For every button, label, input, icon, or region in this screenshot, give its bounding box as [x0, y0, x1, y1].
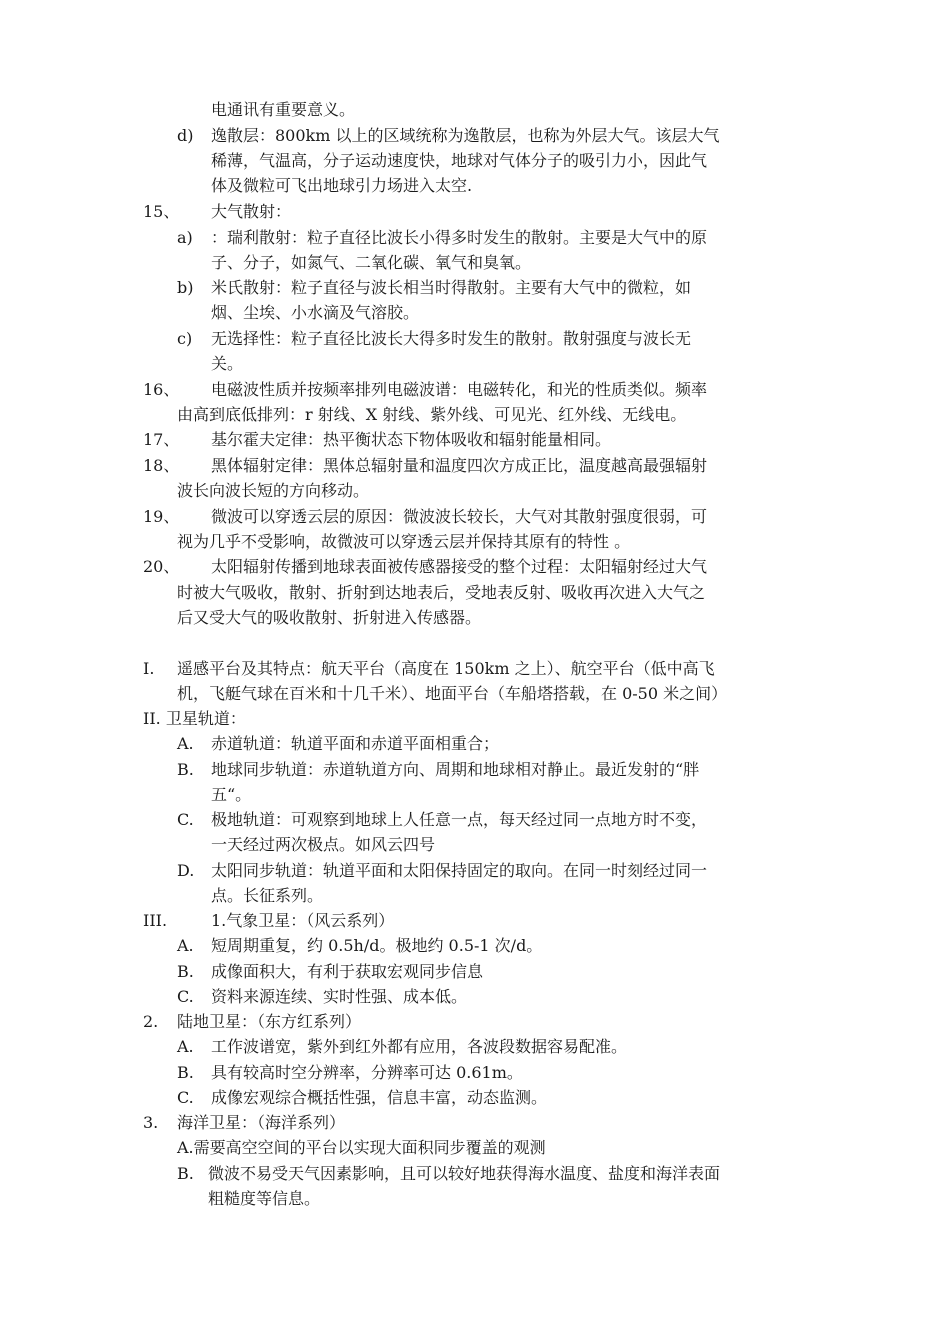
text-line: 电通讯有重要意义。 [211, 100, 356, 119]
text-line: 赤道轨道：轨道平面和赤道平面相重合； [211, 734, 500, 753]
text-line: 微波不易受天气因素影响，且可以较好地获得海水温度、盐度和海洋表面 [208, 1164, 721, 1183]
text-line: 成像宏观综合概括性强，信息丰富，动态监测。 [211, 1088, 548, 1107]
text-line: 太阳同步轨道：轨道平面和太阳保持固定的取向。在同一时刻经过同一 [211, 861, 708, 880]
list-marker: B. [177, 1164, 194, 1183]
text-line: 五“。 [211, 785, 252, 804]
list-marker: I. [143, 659, 155, 678]
list-marker: a) [177, 228, 193, 247]
list-marker: c) [177, 329, 193, 348]
text-line: 机，飞艇气球在百米和十几千米）、地面平台（车船塔搭载，在 0-50 米之间） [177, 684, 728, 703]
list-marker: A. [177, 1037, 194, 1056]
list-marker: 17、 [143, 430, 180, 449]
text-line: 海洋卫星：（海洋系列） [177, 1113, 346, 1132]
list-marker: 20、 [143, 557, 180, 576]
text-line: 视为几乎不受影响，故微波可以穿透云层并保持其原有的特性 。 [177, 532, 631, 551]
text-line: 由高到底低排列：r 射线、X 射线、紫外线、可见光、红外线、无线电。 [177, 405, 687, 424]
text-line: 电磁波性质并按频率排列电磁波谱：电磁转化，和光的性质类似。频率 [211, 380, 708, 399]
list-marker: A. [177, 936, 194, 955]
text-line: 工作波谱宽，紫外到红外都有应用，各波段数据容易配准。 [211, 1037, 628, 1056]
text-line: 大气散射： [211, 202, 292, 221]
list-marker: A. [177, 734, 194, 753]
list-marker: B. [177, 962, 194, 981]
list-marker: 15、 [143, 202, 180, 221]
text-line: 后又受大气的吸收散射、折射进入传感器。 [177, 608, 482, 627]
text-line: 遥感平台及其特点：航天平台（高度在 150km 之上）、航空平台（低中高飞 [177, 659, 715, 678]
text-line: 基尔霍夫定律：热平衡状态下物体吸收和辐射能量相同。 [211, 430, 612, 449]
list-marker: B. [177, 1063, 194, 1082]
text-line: 短周期重复，约 0.5h/d。极地约 0.5-1 次/d。 [211, 936, 543, 955]
list-marker: d) [177, 126, 194, 145]
text-line: 资料来源连续、实时性强、成本低。 [211, 987, 468, 1006]
list-marker: b) [177, 278, 194, 297]
text-line: 成像面积大，有利于获取宏观同步信息 [211, 962, 484, 981]
text-line: 黑体辐射定律：黑体总辐射量和温度四次方成正比，温度越高最强辐射 [211, 456, 708, 475]
text-line: 一天经过两次极点。如风云四号 [211, 835, 436, 854]
list-marker: 19、 [143, 507, 180, 526]
text-line: 点。长征系列。 [211, 886, 324, 905]
list-marker: C. [177, 1088, 194, 1107]
list-marker: C. [177, 810, 194, 829]
text-line: 陆地卫星：（东方红系列） [177, 1012, 362, 1031]
list-marker: 18、 [143, 456, 180, 475]
list-marker: 3. [143, 1113, 159, 1132]
text-line: 具有较高时空分辨率，分辨率可达 0.61m。 [211, 1063, 523, 1082]
text-line: 体及微粒可飞出地球引力场进入太空. [211, 176, 473, 195]
section-heading: II. 卫星轨道： [143, 709, 246, 728]
text-line: A.需要高空空间的平台以实现大面积同步覆盖的观测 [177, 1138, 546, 1157]
list-marker: B. [177, 760, 194, 779]
text-line: 时被大气吸收，散射、折射到达地表后，受地表反射、吸收再次进入大气之 [177, 583, 706, 602]
list-marker: 16、 [143, 380, 180, 399]
text-line: 关。 [211, 354, 244, 373]
text-line: 极地轨道：可观察到地球上人任意一点，每天经过同一点地方时不变， [211, 810, 708, 829]
text-line: 1.气象卫星：（风云系列） [211, 911, 395, 930]
text-line: 子、分子，如氮气、二氧化碳、氧气和臭氧。 [211, 253, 532, 272]
text-line: 地球同步轨道：赤道轨道方向、周期和地球相对静止。最近发射的“胖 [211, 760, 700, 779]
text-line: 烟、尘埃、小水滴及气溶胶。 [211, 303, 420, 322]
list-marker: C. [177, 987, 194, 1006]
list-marker: III. [143, 911, 168, 930]
text-line: 米氏散射：粒子直径与波长相当时得散射。主要有大气中的微粒，如 [211, 278, 692, 297]
list-marker: 2. [143, 1012, 159, 1031]
text-line: ：瑞利散射：粒子直径比波长小得多时发生的散射。主要是大气中的原 [211, 228, 708, 247]
text-line: 稀薄，气温高，分子运动速度快，地球对气体分子的吸引力小，因此气 [211, 151, 708, 170]
list-marker: D. [177, 861, 195, 880]
text-line: 微波可以穿透云层的原因：微波波长较长，大气对其散射强度很弱，可 [211, 507, 708, 526]
text-line: 太阳辐射传播到地球表面被传感器接受的整个过程：太阳辐射经过大气 [211, 557, 708, 576]
text-line: 无选择性：粒子直径比波长大得多时发生的散射。散射强度与波长无 [211, 329, 692, 348]
text-line: 波长向波长短的方向移动。 [177, 481, 370, 500]
text-line: 逸散层：800km 以上的区域统称为逸散层，也称为外层大气。该层大气 [211, 126, 720, 145]
text-line: 粗糙度等信息。 [208, 1189, 321, 1208]
